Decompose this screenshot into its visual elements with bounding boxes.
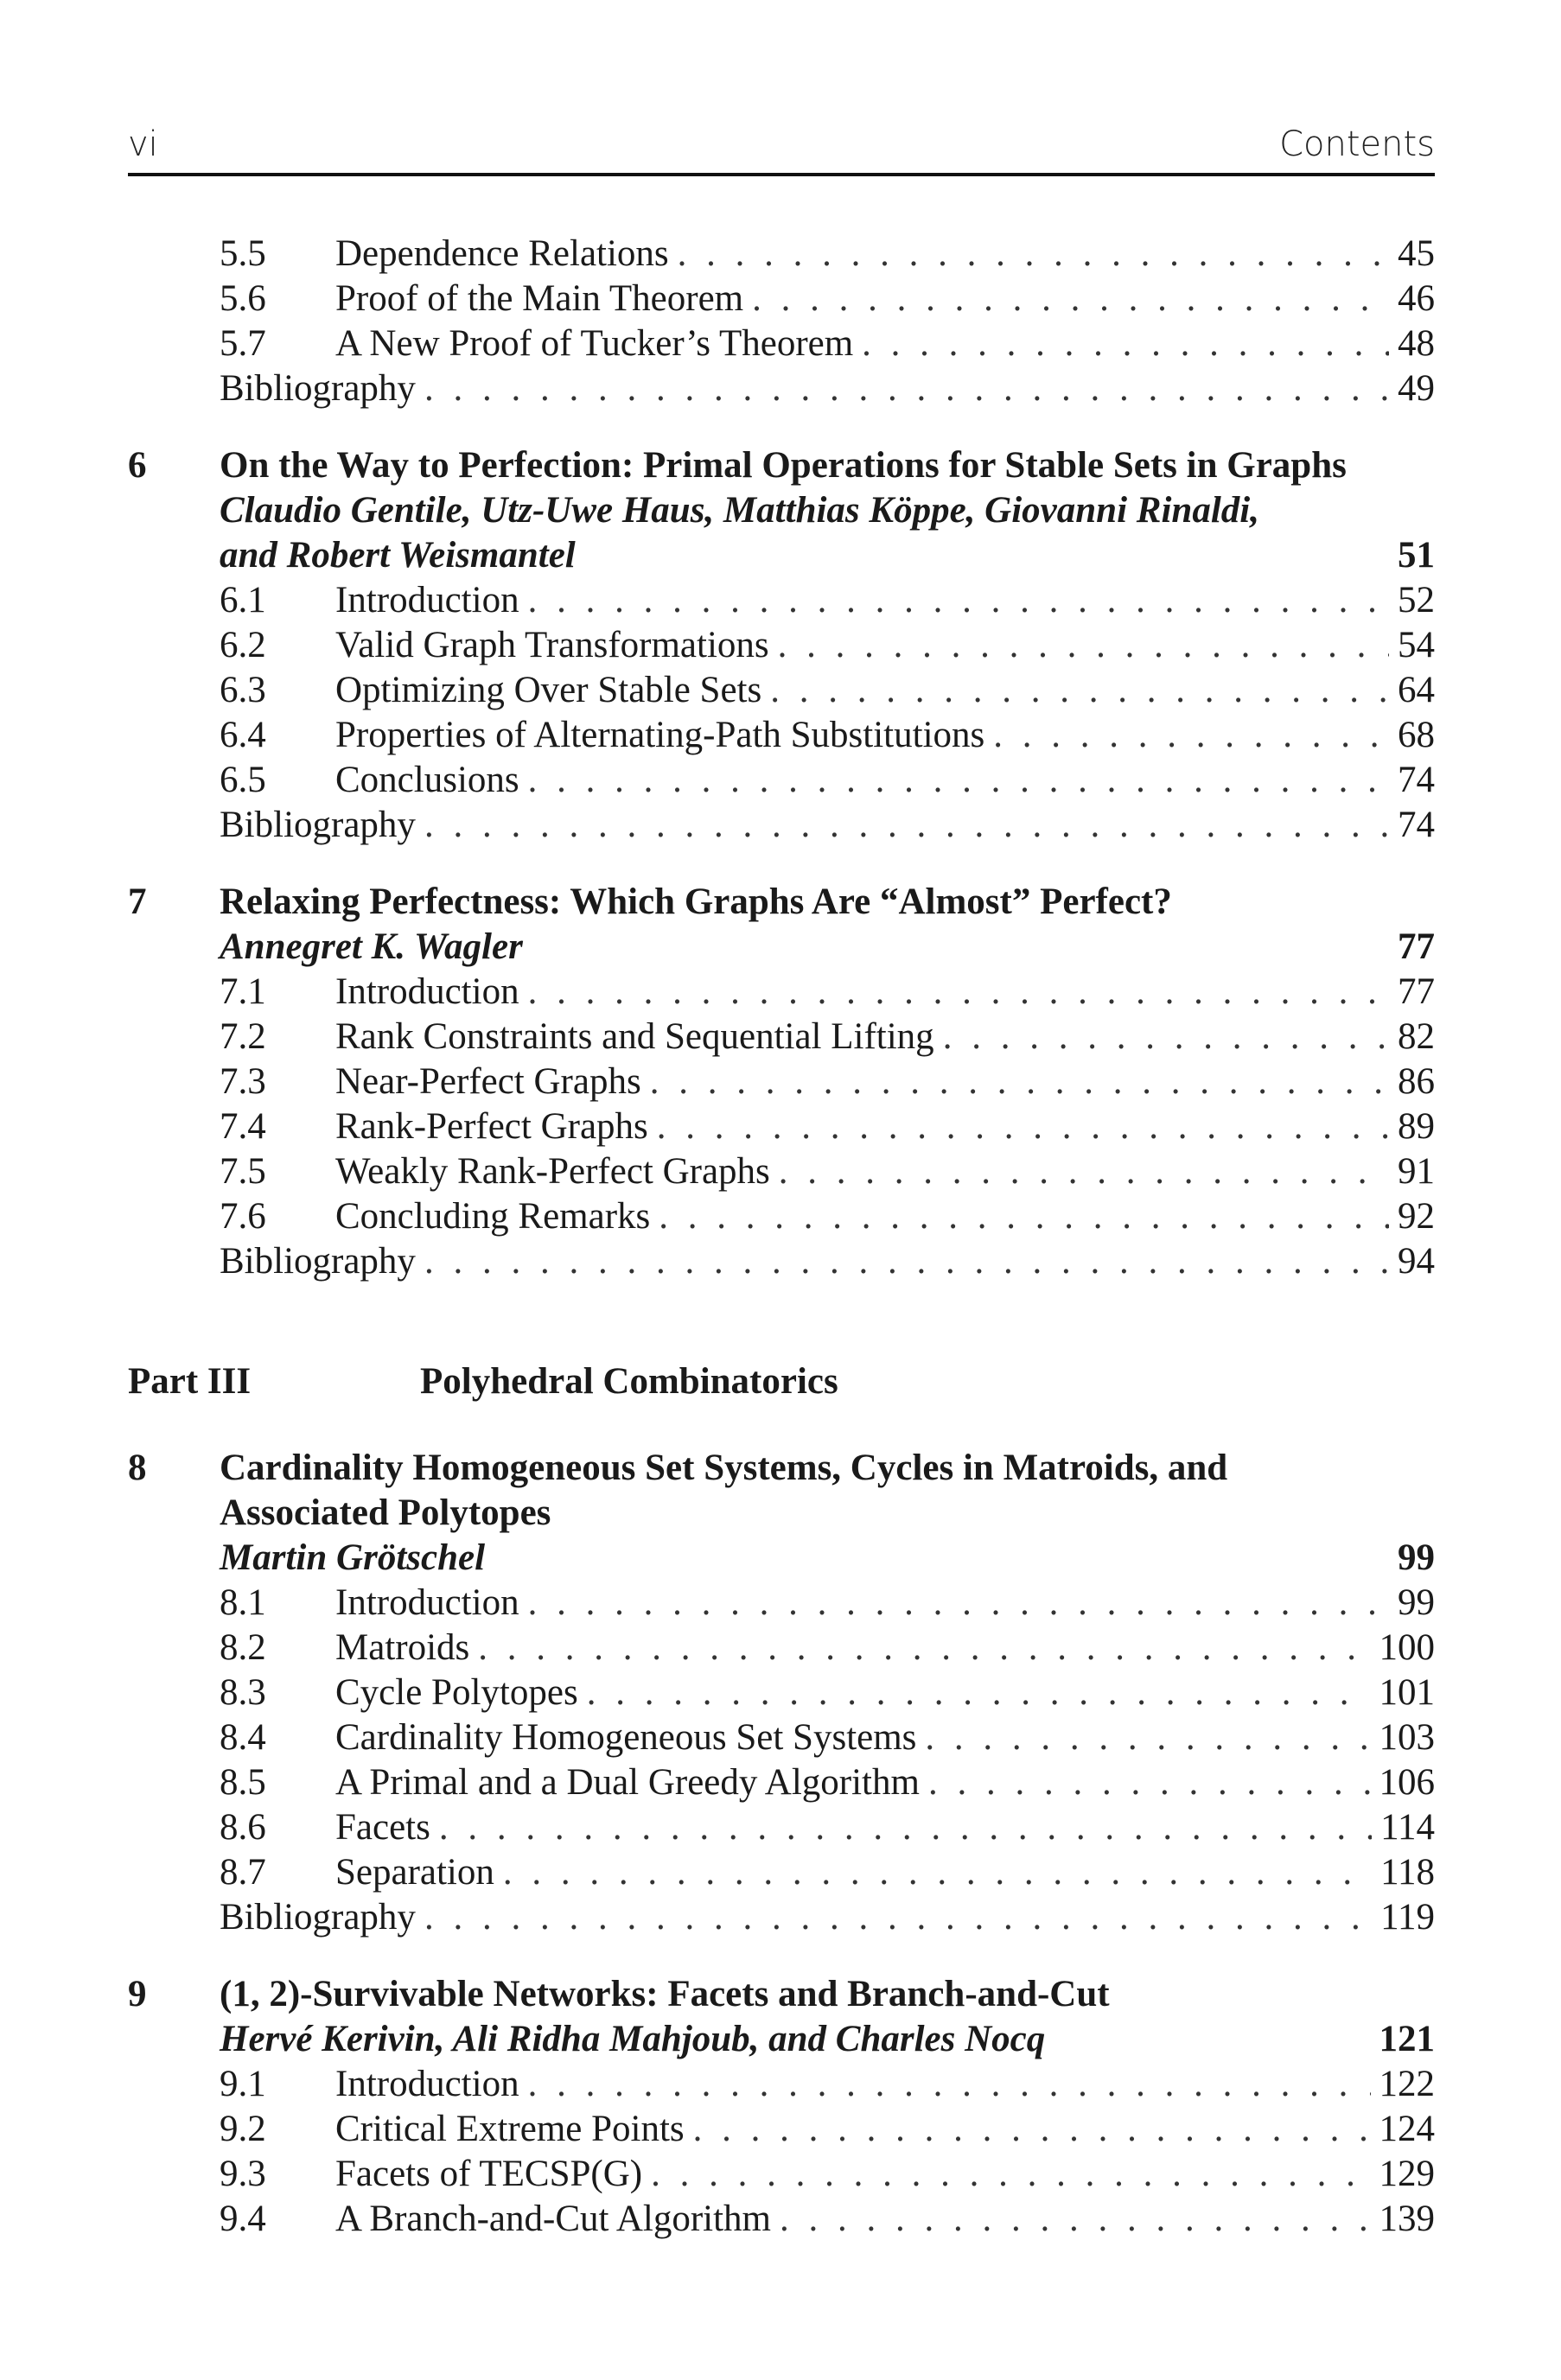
page-number: 101 [1379, 1672, 1435, 1713]
section-title: Concluding Remarks [335, 1196, 651, 1237]
toc-entry[interactable] [220, 1760, 1435, 1805]
page-number: 46 [1398, 278, 1435, 319]
section-title: Proof of the Main Theorem [335, 278, 744, 319]
chapter-number: 9 [128, 1974, 147, 2014]
page-number: 99 [1398, 1582, 1435, 1623]
dot-leader [693, 2107, 1371, 2152]
page-number: 68 [1398, 715, 1435, 755]
section-number: 9.3 [220, 2154, 266, 2194]
dot-leader [424, 1239, 1389, 1284]
page-number: 86 [1398, 1061, 1435, 1102]
dot-leader [424, 1895, 1372, 1940]
page-number: 118 [1380, 1852, 1435, 1893]
toc-entry[interactable] [220, 668, 1435, 713]
section-title: Separation [335, 1852, 494, 1893]
section-number: 7.5 [220, 1151, 266, 1192]
dot-leader [651, 2152, 1370, 2197]
chapter-title-continued[interactable]: Associated Polytopes [220, 1492, 551, 1533]
chapter-authors-row [220, 1536, 1435, 1581]
dot-leader [528, 970, 1389, 1015]
toc-entry[interactable] [220, 2107, 1435, 2152]
section-title: Introduction [335, 2064, 519, 2104]
section-number: 7.1 [220, 971, 266, 1012]
dot-leader [659, 1194, 1389, 1239]
chapter-authors: Martin Grötschel [220, 1537, 486, 1578]
chapter-number: 6 [128, 445, 147, 486]
toc-bibliography[interactable] [220, 803, 1435, 848]
section-title: A Primal and a Dual Greedy Algorithm [335, 1762, 920, 1803]
toc-entry[interactable] [220, 1104, 1435, 1149]
chapter-page-number: 121 [1379, 2019, 1435, 2059]
section-number: 7.4 [220, 1106, 266, 1147]
page-number: 52 [1398, 580, 1435, 620]
bibliography-title: Bibliography [220, 805, 416, 845]
bibliography-title: Bibliography [220, 368, 416, 409]
section-number: 6.5 [220, 760, 266, 800]
section-title: Cardinality Homogeneous Set Systems [335, 1717, 917, 1758]
section-number: 7.6 [220, 1196, 266, 1237]
toc-entry[interactable] [220, 321, 1435, 366]
dot-leader [650, 1060, 1389, 1104]
dot-leader [862, 321, 1389, 366]
running-header [128, 119, 1435, 169]
section-title: Rank Constraints and Sequential Lifting [335, 1016, 934, 1057]
page-number: 45 [1398, 233, 1435, 274]
page-number: 48 [1398, 323, 1435, 364]
chapter-page-number: 51 [1398, 535, 1435, 576]
section-number: 8.5 [220, 1762, 266, 1803]
chapter-authors-row [220, 925, 1435, 970]
toc-entry[interactable] [220, 970, 1435, 1015]
section-number: 6.3 [220, 670, 266, 710]
dot-leader [528, 758, 1389, 803]
bibliography-title: Bibliography [220, 1897, 416, 1938]
part-title[interactable]: Polyhedral Combinatorics [420, 1361, 838, 1402]
section-number: 5.5 [220, 233, 266, 274]
dot-leader [478, 1626, 1370, 1670]
chapter-authors: Hervé Kerivin, Ali Ridha Mahjoub, and Charles Nocq [220, 2019, 1046, 2059]
page-number: 64 [1398, 670, 1435, 710]
page-number: 77 [1398, 971, 1435, 1012]
section-number: 8.1 [220, 1582, 266, 1623]
dot-leader [657, 1104, 1389, 1149]
page-number: 74 [1398, 760, 1435, 800]
toc-entry[interactable] [220, 1805, 1435, 1850]
toc-bibliography[interactable] [220, 1895, 1435, 1940]
page-number: 89 [1398, 1106, 1435, 1147]
section-title: Optimizing Over Stable Sets [335, 670, 762, 710]
toc-entry[interactable] [220, 1149, 1435, 1194]
dot-leader [424, 803, 1389, 848]
page-number: 119 [1380, 1897, 1435, 1938]
dot-leader [587, 1670, 1371, 1715]
page-number: 82 [1398, 1016, 1435, 1057]
section-title: Valid Graph Transformations [335, 625, 769, 665]
chapter-authors: and Robert Weismantel [220, 535, 576, 576]
dot-leader [424, 366, 1389, 411]
chapter-authors: Claudio Gentile, Utz-Uwe Haus, Matthias Köppe, Giovanni Rinaldi, [220, 490, 1259, 531]
toc-entry[interactable] [220, 713, 1435, 758]
chapter-authors: Annegret K. Wagler [220, 926, 523, 967]
toc-entry[interactable] [220, 2152, 1435, 2197]
page-number: 124 [1379, 2109, 1435, 2149]
chapter-authors-row [220, 533, 1435, 578]
chapter-authors-row [220, 2017, 1435, 2062]
page-number: 129 [1379, 2154, 1435, 2194]
section-title: Facets [335, 1807, 430, 1848]
section-number: 7.2 [220, 1016, 266, 1057]
toc-entry[interactable] [220, 1194, 1435, 1239]
toc-entry[interactable] [220, 623, 1435, 668]
page-folio: vi [128, 124, 158, 164]
chapter-number: 7 [128, 881, 147, 922]
page-number: 74 [1398, 805, 1435, 845]
toc-entry[interactable] [220, 758, 1435, 803]
dot-leader [779, 1149, 1389, 1194]
section-number: 9.1 [220, 2064, 266, 2104]
section-number: 6.2 [220, 625, 266, 665]
section-number: 8.4 [220, 1717, 266, 1758]
page-number: 114 [1380, 1807, 1435, 1848]
bibliography-title: Bibliography [220, 1241, 416, 1282]
section-number: 5.6 [220, 278, 266, 319]
section-title: Matroids [335, 1627, 470, 1668]
section-number: 9.2 [220, 2109, 266, 2149]
section-title: Conclusions [335, 760, 519, 800]
toc-entry[interactable] [220, 1581, 1435, 1626]
dot-leader [528, 578, 1389, 623]
section-title: Rank-Perfect Graphs [335, 1106, 648, 1147]
toc-entry[interactable] [220, 1015, 1435, 1060]
dot-leader [752, 277, 1389, 321]
chapter-page-number: 99 [1398, 1537, 1435, 1578]
toc-entry[interactable] [220, 1715, 1435, 1760]
dot-leader [928, 1760, 1371, 1805]
page-number: 49 [1398, 368, 1435, 409]
page-number: 100 [1379, 1627, 1435, 1668]
chapter-number: 8 [128, 1448, 147, 1488]
page-number: 54 [1398, 625, 1435, 665]
section-title: Dependence Relations [335, 233, 669, 274]
section-title: Near-Perfect Graphs [335, 1061, 641, 1102]
section-title: Introduction [335, 971, 519, 1012]
section-number: 6.4 [220, 715, 266, 755]
page-number: 122 [1379, 2064, 1435, 2104]
toc-entry[interactable] [220, 2062, 1435, 2107]
section-title: Facets of TECSP(G) [335, 2154, 643, 2194]
dot-leader [778, 623, 1389, 668]
part-label: Part III [128, 1361, 252, 1402]
dot-leader [528, 1581, 1389, 1626]
section-title: Properties of Alternating-Path Substitutions [335, 715, 985, 755]
page-number: 91 [1398, 1151, 1435, 1192]
toc-entry[interactable] [220, 232, 1435, 277]
section-title: Introduction [335, 1582, 519, 1623]
dot-leader [503, 1850, 1372, 1895]
section-number: 8.3 [220, 1672, 266, 1713]
toc-entry[interactable] [220, 1850, 1435, 1895]
chapter-title[interactable]: Cardinality Homogeneous Set Systems, Cycles in Matroids, and [220, 1448, 1228, 1488]
section-title: Cycle Polytopes [335, 1672, 578, 1713]
section-number: 8.7 [220, 1852, 266, 1893]
section-title: Weakly Rank-Perfect Graphs [335, 1151, 770, 1192]
section-title: Introduction [335, 580, 519, 620]
dot-leader [993, 713, 1389, 758]
section-number: 8.6 [220, 1807, 266, 1848]
section-title: A Branch-and-Cut Algorithm [335, 2199, 771, 2239]
dot-leader [925, 1715, 1370, 1760]
dot-leader [943, 1015, 1389, 1060]
section-title: Critical Extreme Points [335, 2109, 685, 2149]
toc-entry[interactable] [220, 1060, 1435, 1104]
running-title: Contents [1279, 124, 1435, 164]
dot-leader [780, 2197, 1371, 2242]
toc-entry[interactable] [220, 1626, 1435, 1670]
page-number: 139 [1379, 2199, 1435, 2239]
toc-bibliography[interactable] [220, 1239, 1435, 1284]
chapter-title[interactable]: Relaxing Perfectness: Which Graphs Are “Almost” Perfect? [220, 881, 1172, 922]
page-number: 106 [1379, 1762, 1435, 1803]
header-rule [128, 173, 1435, 176]
chapter-title[interactable]: (1, 2)-Survivable Networks: Facets and Branch-and-Cut [220, 1974, 1110, 2014]
toc-entry[interactable] [220, 277, 1435, 321]
chapter-page-number: 77 [1398, 926, 1435, 967]
toc-entry[interactable] [220, 2197, 1435, 2242]
dot-leader [439, 1805, 1372, 1850]
section-number: 9.4 [220, 2199, 266, 2239]
section-number: 7.3 [220, 1061, 266, 1102]
section-number: 8.2 [220, 1627, 266, 1668]
dot-leader [678, 232, 1389, 277]
toc-entry[interactable] [220, 1670, 1435, 1715]
section-number: 6.1 [220, 580, 266, 620]
dot-leader [528, 2062, 1371, 2107]
section-number: 5.7 [220, 323, 266, 364]
chapter-title[interactable]: On the Way to Perfection: Primal Operations for Stable Sets in Graphs [220, 445, 1347, 486]
toc-entry[interactable] [220, 578, 1435, 623]
page-number: 103 [1379, 1717, 1435, 1758]
section-title: A New Proof of Tucker’s Theorem [335, 323, 854, 364]
dot-leader [770, 668, 1389, 713]
toc-bibliography[interactable] [220, 366, 1435, 411]
page-number: 94 [1398, 1241, 1435, 1282]
page-number: 92 [1398, 1196, 1435, 1237]
